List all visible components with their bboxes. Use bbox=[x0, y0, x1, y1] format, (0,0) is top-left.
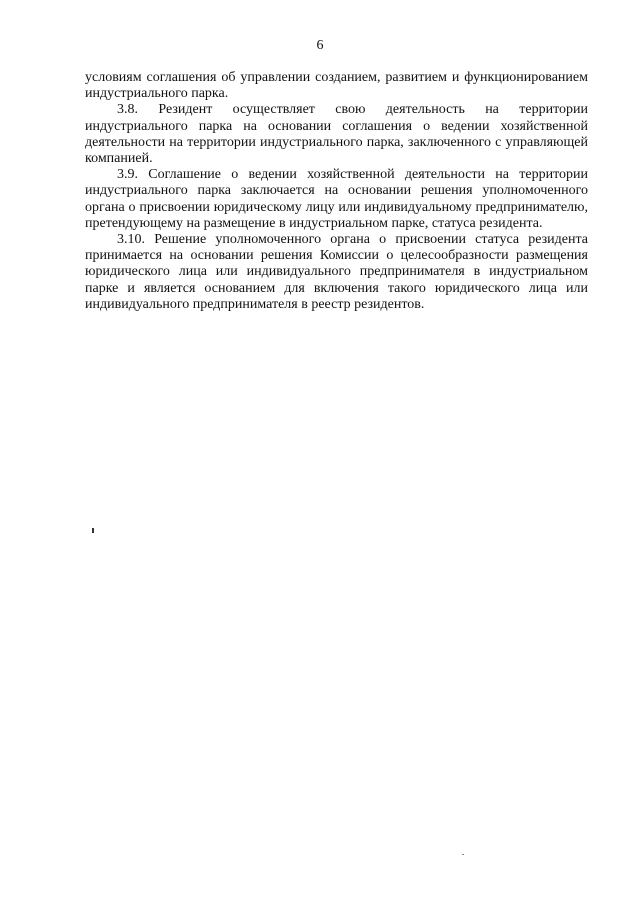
paragraph-3-10: 3.10. Решение уполномоченного органа о присвоении статуса резидента принимается на основании решения Комиссии о целесообразности размещения юридического лица или индивидуального предпринимателя в индустриальном парке и является основанием для включения такого юридического лица или индивидуального предпринимателя в реестр резидентов. bbox=[85, 232, 588, 312]
paragraph-continuation: условиям соглашения об управлении созданием, развитием и функционированием индустриального парка. bbox=[85, 70, 588, 102]
document-body bbox=[85, 70, 588, 313]
page-number: 6 bbox=[316, 38, 324, 53]
scan-speck bbox=[92, 528, 94, 533]
paragraph-3-9: 3.9. Соглашение о ведении хозяйственной деятельности на территории индустриального парка заключается на основании решения уполномоченного органа о присвоении юридическому лицу или индивидуальному предпринимателю, претендующему на размещение в индустриальном парке, статуса резидента. bbox=[85, 167, 588, 231]
paragraph-3-8: 3.8. Резидент осуществляет свою деятельность на территории индустриального парка на основании соглашения о ведении хозяйственной деятельности на территории индустриального парка, заключенного с управляющей компанией. bbox=[85, 102, 588, 167]
scan-speck bbox=[462, 854, 464, 855]
